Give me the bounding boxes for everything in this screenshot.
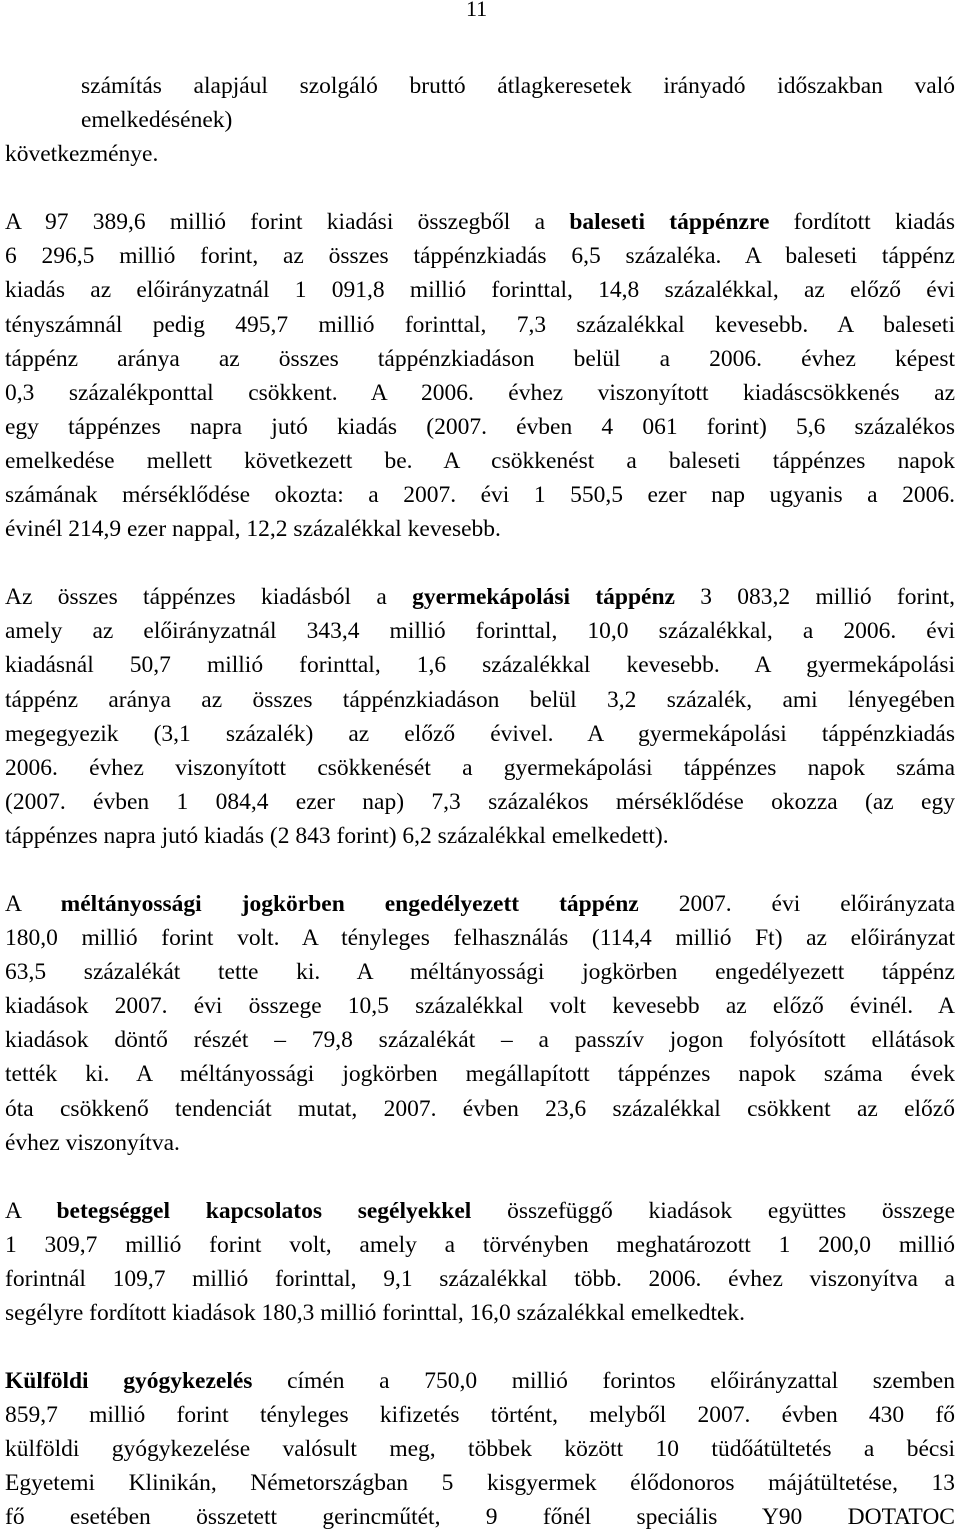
text-line: 180,0 millió forint volt. A tényleges felhasználás (114,4 millió Ft) az előirányzat xyxy=(5,925,955,952)
bold-term: gyermekápolási táppénz xyxy=(412,584,675,611)
text-line xyxy=(5,887,955,921)
page-number: 11 xyxy=(466,0,488,21)
text-line: amely az előirányzatnál 343,4 millió forinttal, 10,0 százalékkal, a 2006. évi xyxy=(5,618,955,645)
text-run: 2007. évi előirányzata xyxy=(678,890,956,917)
text-line: táppénz aránya az összes táppénzkiadáson belül a 2006. évhez képest xyxy=(5,345,955,372)
bold-term: betegséggel kapcsolatos segélyekkel xyxy=(56,1197,472,1224)
text-line: megegyezik (3,1 százalék) az előző évivel. A gyermekápolási táppénzkiadás xyxy=(5,720,955,747)
text-line: 63,5 százalékát tette ki. A méltányossági jogkörben engedélyezett táppénz xyxy=(5,959,955,986)
text-line: kiadások döntő részét – 79,8 százalékát – a passzív jogon folyósított ellátások xyxy=(5,1027,955,1054)
text-line: 1 309,7 millió forint volt, amely a törvényben meghatározott 1 200,0 millió xyxy=(5,1231,955,1258)
text-line: számának mérséklődése okozta: a 2007. évi 1 550,5 ezer nap ugyanis a 2006. xyxy=(5,482,955,509)
text-run: A xyxy=(5,1197,21,1224)
text-run: A 97 389,6 millió forint kiadási összegből a xyxy=(5,209,546,236)
text-line: fő esetében összetett gerincműtét, 9 főnél speciális Y90 DOTATOC xyxy=(5,1504,955,1531)
text-line: évinél 214,9 ezer nappal, 12,2 százalékkal kevesebb. xyxy=(5,516,501,543)
text-line: egy táppénzes napra jutó kiadás (2007. évben 4 061 forint) 5,6 százalékos xyxy=(5,413,955,440)
text-line: segélyre fordított kiadások 180,3 millió forinttal, 16,0 százalékkal emelkedtek. xyxy=(5,1300,746,1326)
text-line: emelkedésének) xyxy=(81,107,233,134)
text-run: összefüggő kiadások együttes összege xyxy=(507,1197,955,1224)
text-line: (2007. évben 1 084,4 ezer nap) 7,3 százalékos mérséklődése okozza (az egy xyxy=(5,788,955,815)
text-line: kiadások 2007. évi összege 10,5 százalékkal volt kevesebb az előző évinél. A xyxy=(5,993,955,1020)
document-body xyxy=(5,69,955,1535)
bold-term: méltányossági jogkörben engedélyezett táppénz xyxy=(60,890,639,917)
text-line xyxy=(5,580,955,614)
text-line: tették ki. A méltányossági jogkörben megállapított táppénzes napok száma évek xyxy=(5,1061,955,1088)
bold-term: baleseti táppénzre xyxy=(569,209,770,236)
text-line: óta csökkenő tendenciát mutat, 2007. évben 23,6 százalékkal csökkent az előző xyxy=(5,1095,955,1122)
text-line xyxy=(5,205,955,239)
paragraph-meltanyossagi-tappenz xyxy=(5,887,955,1160)
text-run: 3 083,2 millió forint, xyxy=(700,584,956,611)
text-line: emelkedése mellett következett be. A csökkenést a baleseti táppénzes napok xyxy=(5,447,955,474)
text-line: táppénz aránya az összes táppénzkiadáson belül 3,2 százalék, ami lényegében xyxy=(5,686,955,713)
text-line xyxy=(5,1364,955,1398)
paragraph-kulfoldi-gyogykezeles xyxy=(5,1364,955,1534)
paragraph-betegseggel-kapcsolatos-segelyek xyxy=(5,1194,955,1330)
text-line: 859,7 millió forint tényleges kifizetés történt, melyből 2007. évben 430 fő xyxy=(5,1402,955,1429)
text-line: 0,3 százalékponttal csökkent. A 2006. évhez viszonyított kiadáscsökkenés az xyxy=(5,379,955,406)
text-line xyxy=(5,1194,955,1228)
text-line: kiadásnál 50,7 millió forinttal, 1,6 százalékkal kevesebb. A gyermekápolási xyxy=(5,652,955,679)
text-line: forintnál 109,7 millió forinttal, 9,1 százalékkal több. 2006. évhez viszonyítva a xyxy=(5,1265,955,1292)
text-line: évhez viszonyítva. xyxy=(5,1129,180,1156)
paragraph-continuation xyxy=(5,69,955,171)
text-line: Egyetemi Klinikán, Németországban 5 kisgyermek élődonoros májátültetése, 13 xyxy=(5,1470,955,1497)
text-run: A xyxy=(5,890,21,917)
bold-term: Külföldi gyógykezelés xyxy=(5,1368,253,1395)
text-run: Az összes táppénzes kiadásból a xyxy=(5,584,387,611)
text-run: fordított kiadás xyxy=(793,209,956,236)
text-line: 2006. évhez viszonyított csökkenését a gyermekápolási táppénzes napok száma xyxy=(5,754,955,781)
text-line: tényszámnál pedig 495,7 millió forinttal, 7,3 százalékkal kevesebb. A baleseti xyxy=(5,311,955,338)
text-run: címén a 750,0 millió forintos előirányzattal szemben xyxy=(287,1368,955,1395)
text-line: külföldi gyógykezelése valósult meg, többek között 10 tüdőátültetés a bécsi xyxy=(5,1436,955,1463)
text-line: táppénzes napra jutó kiadás (2 843 forint) 6,2 százalékkal emelkedett). xyxy=(5,822,669,849)
text-line: 6 296,5 millió forint, az összes táppénzkiadás 6,5 százaléka. A baleseti táppénz xyxy=(5,243,955,270)
paragraph-gyermekapolasi-tappenz xyxy=(5,580,955,853)
text-line: számítás alapjául szolgáló bruttó átlagkeresetek irányadó időszakban való xyxy=(81,73,955,99)
paragraph-baleseti-tappenz xyxy=(5,205,955,546)
text-line: kiadás az előirányzatnál 1 091,8 millió forinttal, 14,8 százalékkal, az előző évi xyxy=(5,277,955,304)
text-line: következménye. xyxy=(5,141,159,168)
